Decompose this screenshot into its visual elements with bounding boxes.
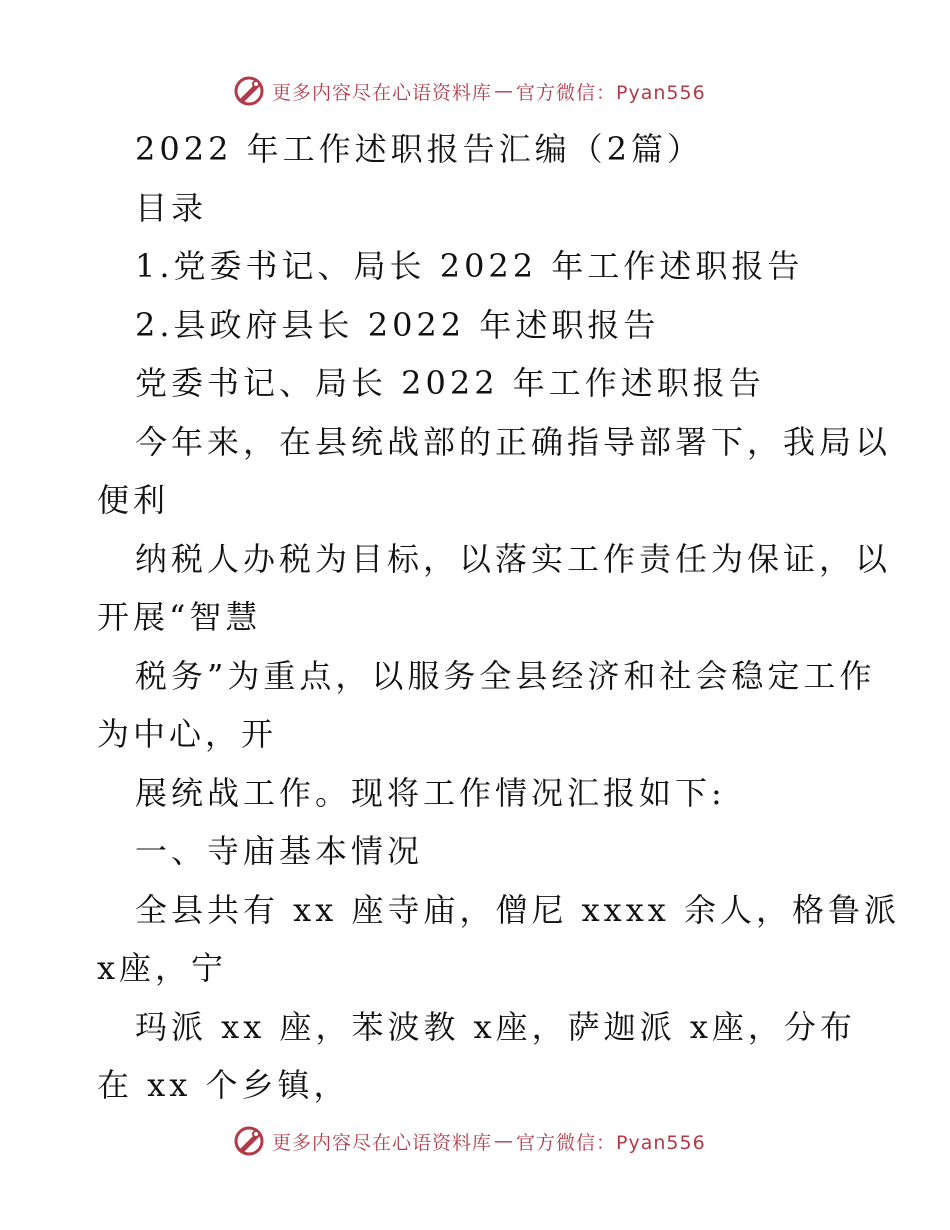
document-line: 全县共有 xx 座寺庙，僧尼 xxxx 余人，格鲁派 bbox=[135, 890, 900, 929]
document-line: 便利 bbox=[97, 481, 170, 519]
document-body bbox=[97, 120, 900, 1115]
document-line: 今年来，在县统战部的正确指导部署下，我局以 bbox=[135, 422, 892, 461]
document-line: 开展“智慧 bbox=[97, 598, 262, 636]
banner-brand-text: 更多内容尽在心语资料库 bbox=[272, 1131, 493, 1154]
document-line: 为中心，开 bbox=[97, 715, 278, 753]
document-line: 税务”为重点，以服务全县经济和社会稳定工作 bbox=[135, 656, 876, 695]
document-line: 2.县政府县长 2022 年述职报告 bbox=[135, 305, 660, 344]
footer-watermark-banner bbox=[232, 1124, 706, 1158]
banner-brand-text: 更多内容尽在心语资料库 bbox=[272, 81, 493, 104]
banner-wechat-id: 官方微信：Pyan556 bbox=[516, 1131, 706, 1154]
document-line: 展统战工作。现将工作情况汇报如下: bbox=[135, 773, 726, 812]
banner-wechat-id: 官方微信：Pyan556 bbox=[516, 81, 706, 104]
document-line: 纳税人办税为目标，以落实工作责任为保证，以 bbox=[135, 539, 892, 578]
header-watermark-banner bbox=[232, 74, 706, 108]
document-line: 一、寺庙基本情况 bbox=[135, 832, 424, 870]
document-line: 玛派 xx 座，苯波教 x座，萨迦派 x座，分布 bbox=[135, 1007, 856, 1046]
banner-separator: — bbox=[494, 1130, 515, 1152]
brush-logo-icon bbox=[232, 1124, 266, 1158]
brush-logo-icon bbox=[232, 74, 266, 108]
document-line: 在 xx 个乡镇， bbox=[97, 1066, 350, 1104]
document-line: 党委书记、局长 2022 年工作述职报告 bbox=[135, 364, 765, 402]
document-line: 2022 年工作述职报告汇编（2篇） bbox=[135, 130, 703, 168]
document-line: 目录 bbox=[135, 188, 208, 227]
document-line: x座，宁 bbox=[97, 949, 228, 987]
document-line: 1.党委书记、局长 2022 年工作述职报告 bbox=[135, 247, 804, 285]
banner-separator: — bbox=[494, 80, 515, 102]
